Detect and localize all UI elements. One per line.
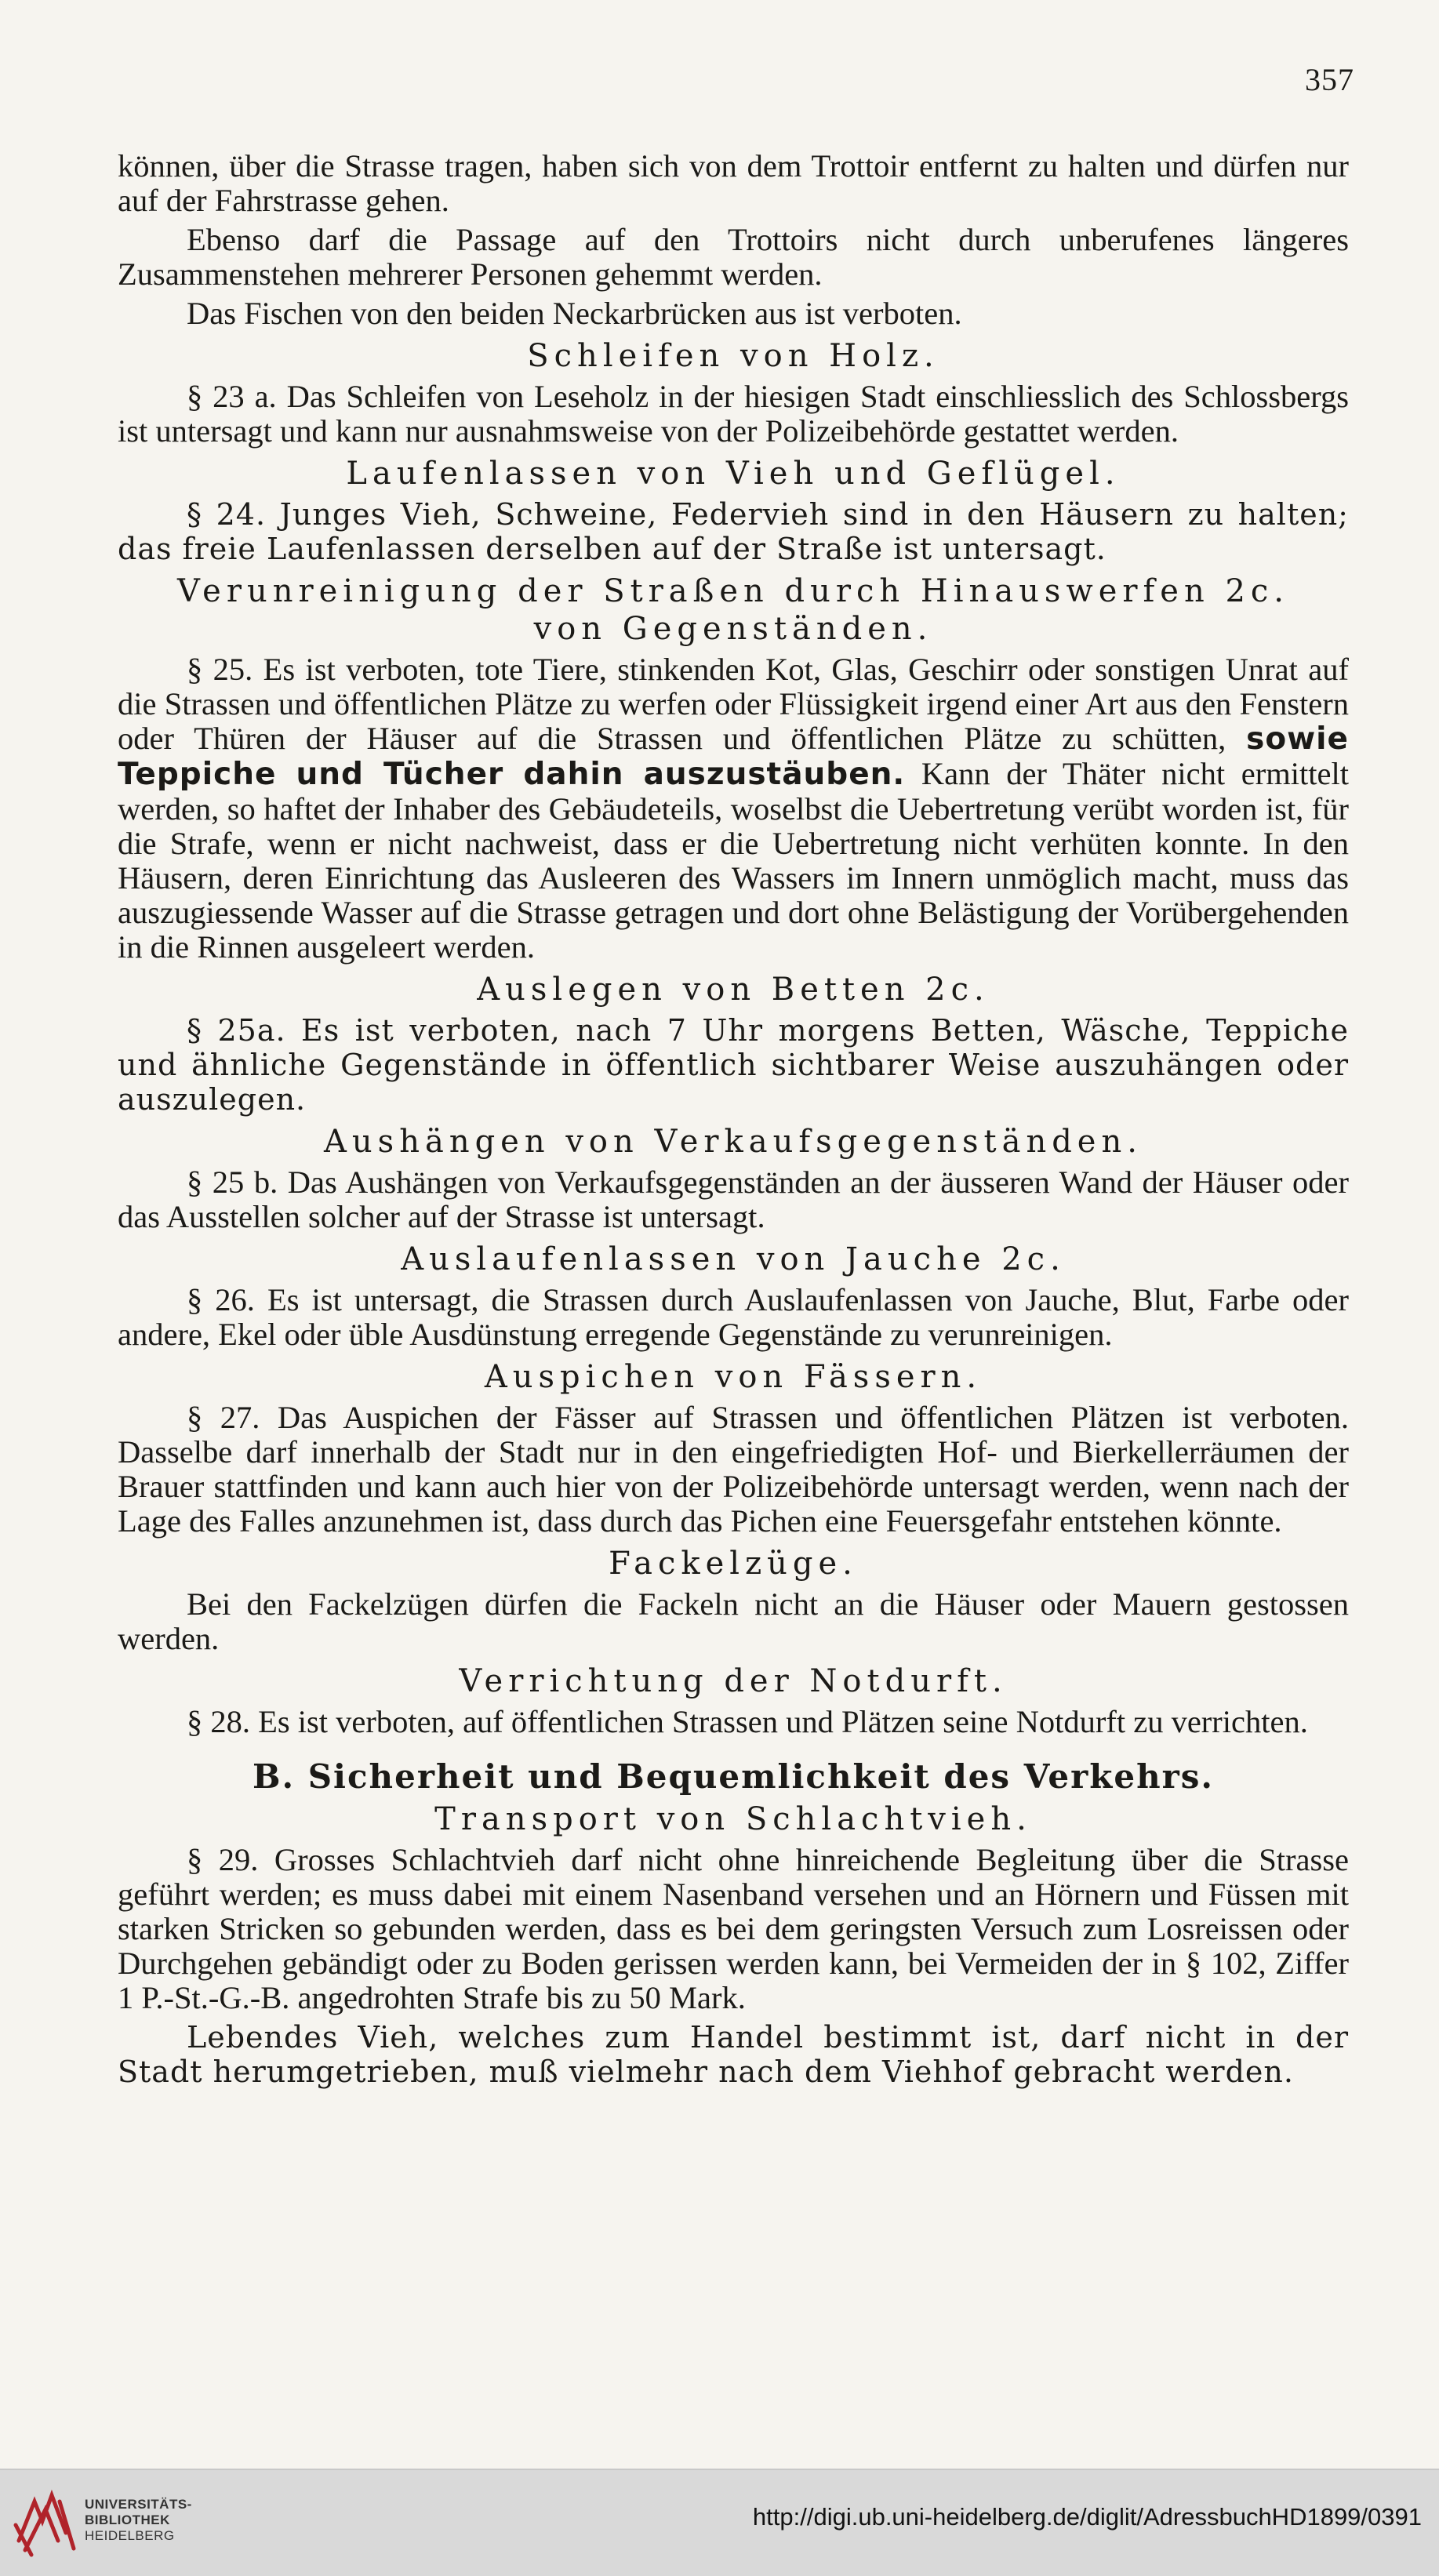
source-url-link[interactable]: http://digi.ub.uni-heidelberg.de/diglit/AdressbuchHD1899/0391 [752,2503,1422,2531]
paragraph: Ebenso darf die Passage auf den Trottoirs nicht durch unberufenes längeres Zusammenstehen mehrerer Personen gehemmt werden. [118,222,1349,292]
section-heading: Auspichen von Fässern. [484,1359,983,1395]
paragraph: § 23 a. Das Schleifen von Leseholz in der hiesigen Stadt einschliesslich des Schlossbergs ist untersagt und kann nur ausnahmsweise von der Polizeibehörde gestattet werden. [118,379,1349,449]
paragraph: § 24. Junges Vieh, Schweine, Federvieh sind in den Häusern zu halten; das freie Laufenlassen derselben auf der Straße ist untersagt. [118,497,1349,566]
paragraph: § 25a. Es ist verboten, nach 7 Uhr morgens Betten, Wäsche, Teppiche und ähnliche Gegenstände in öffentlich sichtbarer Weise auszuhängen oder auszulegen. [118,1013,1349,1117]
section-heading-continued: von Gegenständen. [533,611,933,647]
library-name-line: HEIDELBERG [85,2528,175,2543]
paragraph: § 25 b. Das Aushängen von Verkaufsgegenständen an der äusseren Wand der Häuser oder das Ausstellen solcher auf der Strasse ist untersagt. [118,1164,1349,1234]
university-seal-icon [11,2486,80,2558]
page-number: 357 [1305,62,1354,97]
paragraph-text: Kann der Thäter nicht ermittelt werden, so haftet der Inhaber des Gebäudeteils, woselbst die Uebertretung verübt worden ist, für die Strafe, wenn er nicht nachweist, dass er die Uebertretung nicht verhüten konnte. In den Häusern, deren Einrichtung das Ausleeren des Wassers im Innern unmöglich macht, muss das auszugiessende Wasser auf die Strasse getragen und dort ohne Belästigung der Vorübergehenden in die Rinnen ausgeleert werden. [118,756,1349,965]
section-heading: Verunreinigung der Straßen durch Hinauswerfen 2c. [176,573,1290,609]
paragraph: § 29. Grosses Schlachtvieh darf nicht ohne hinreichende Begleitung über die Strasse geführt werden; es muss dabei mit einem Nasenband versehen und an Hörnern und Füssen mit starken Stricken so gebunden werden, dass es bei dem geringsten Versuch zum Losreissen oder Durchgehen gebändigt oder zu Boden gerissen werden kann, bei Vermeiden der in § 102, Ziffer 1 P.-St.-G.-B. angedrohten Strafe bis zu 50 Mark. [118,1842,1349,2015]
section-heading: Aushängen von Verkaufsgegenständen. [324,1124,1143,1160]
paragraph: Lebendes Vieh, welches zum Handel bestimmt ist, darf nicht in der Stadt herumgetrieben, muß vielmehr nach dem Viehhof gebracht werden. [118,2020,1349,2089]
paragraph: Das Fischen von den beiden Neckarbrücken aus ist verboten. [187,296,962,331]
paragraph: § 26. Es ist untersagt, die Strassen durch Auslaufenlassen von Jauche, Blut, Farbe oder andere, Ekel oder üble Ausdünstung erregende Gegenstände zu verunreinigen. [118,1282,1349,1352]
section-heading: Verrichtung der Notdurft. [459,1663,1008,1699]
section-heading: Laufenlassen von Vieh und Geflügel. [346,456,1121,492]
library-name-line: BIBLIOTHEK [85,2512,170,2527]
chapter-heading: B. Sicherheit und Bequemlichkeit des Verkehrs. [252,1757,1215,1796]
section-heading: Auslaufenlassen von Jauche 2c. [401,1241,1066,1277]
footer-bar [0,2469,1439,2576]
paragraph: Bei den Fackelzügen dürfen die Fackeln nicht an die Häuser oder Mauern gestossen werden. [118,1586,1349,1656]
library-name-line: UNIVERSITÄTS- [85,2497,192,2512]
section-heading: Schleifen von Holz. [527,338,939,374]
paragraph: § 28. Es ist verboten, auf öffentlichen Strassen und Plätzen seine Notdurft zu verrichten. [187,1704,1308,1739]
library-name [85,2497,192,2544]
paragraph: können, über die Strasse tragen, haben sich von dem Trottoir entfernt zu halten und dürfen nur auf der Fahrstrasse gehen. [118,148,1349,218]
emphasized-text: sowie Teppiche und Tücher dahin auszustäuben. [118,721,1349,792]
paragraph: § 27. Das Auspichen der Fässer auf Strassen und öffentlichen Plätzen ist verboten. Dasselbe darf innerhalb der Stadt nur in den eingefriedigten Hof- und Bierkellerräumen der Brauer stattfinden und kann auch hier von der Polizeibehörde untersagt werden, wenn nach der Lage des Falles anzunehmen ist, dass durch das Pichen eine Feuersgefahr entstehen könnte. [118,1400,1349,1539]
section-heading: Transport von Schlachtvieh. [434,1801,1032,1837]
paragraph-text: § 25. Es ist verboten, tote Tiere, stinkenden Kot, Glas, Geschirr oder sonstigen Unrat auf die Strassen und öffentlichen Plätze zu werfen oder Flüssigkeit irgend einer Art aus den Fenstern oder Thüren der Häuser auf die Strassen und öffentlichen Plätze zu schütten, [118,652,1349,756]
paragraph-25 [118,652,1349,965]
section-heading: Auslegen von Betten 2c. [477,972,990,1008]
section-heading: Fackelzüge. [609,1546,858,1582]
page-text [118,149,1349,2094]
